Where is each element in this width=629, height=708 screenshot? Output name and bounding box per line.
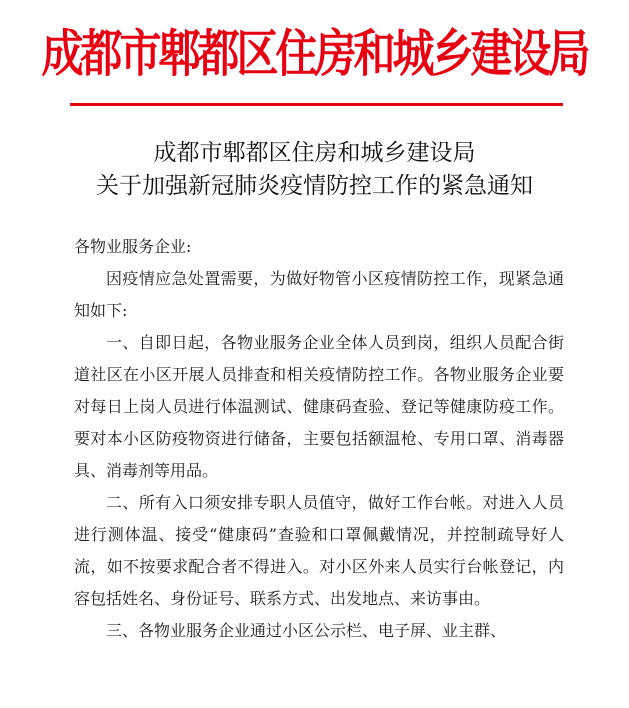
document-title-line-2: 关于加强新冠肺炎疫情防控工作的紧急通知 — [96, 173, 533, 199]
intro-paragraph: 因疫情应急处置需要，为做好物管小区疫情防控工作，现紧急通知如下: — [74, 269, 564, 320]
item-two-paragraph: 二、所有入口须安排专职人员值守，做好工作台帐。对进入人员进行测体温、接受“健康码”查验和口罩佩戴情况，并控制疏导好人流，如不按要求配合者不得进入。对小区外来人员实行台帐登记，内容包括姓名、身份证号、联系方式、出发地点、来访事由。 — [74, 493, 564, 608]
item-three-paragraph: 三、各物业服务企业通过小区公示栏、电子屏、业主群、 — [106, 621, 507, 640]
issuer-masthead: 成都市郫都区住房和城乡建设局 — [41, 24, 588, 83]
salutation: 各物业服务企业: — [74, 237, 192, 256]
notice-body — [74, 231, 564, 647]
red-divider-line — [70, 103, 563, 106]
item-one-paragraph: 一、自即日起，各物业服务企业全体人员到岗，组织人员配合街道社区在小区开展人员排查和相关疫情防控工作。各物业服务企业要对每日上岗人员进行体温测试、健康码查验、登记等健康防疫工作。要对本小区防疫物资进行储备，主要包括额温枪、专用口罩、消毒器具、消毒剂等用品。 — [74, 333, 564, 480]
document-title-line-1: 成都市郫都区住房和城乡建设局 — [153, 140, 476, 166]
